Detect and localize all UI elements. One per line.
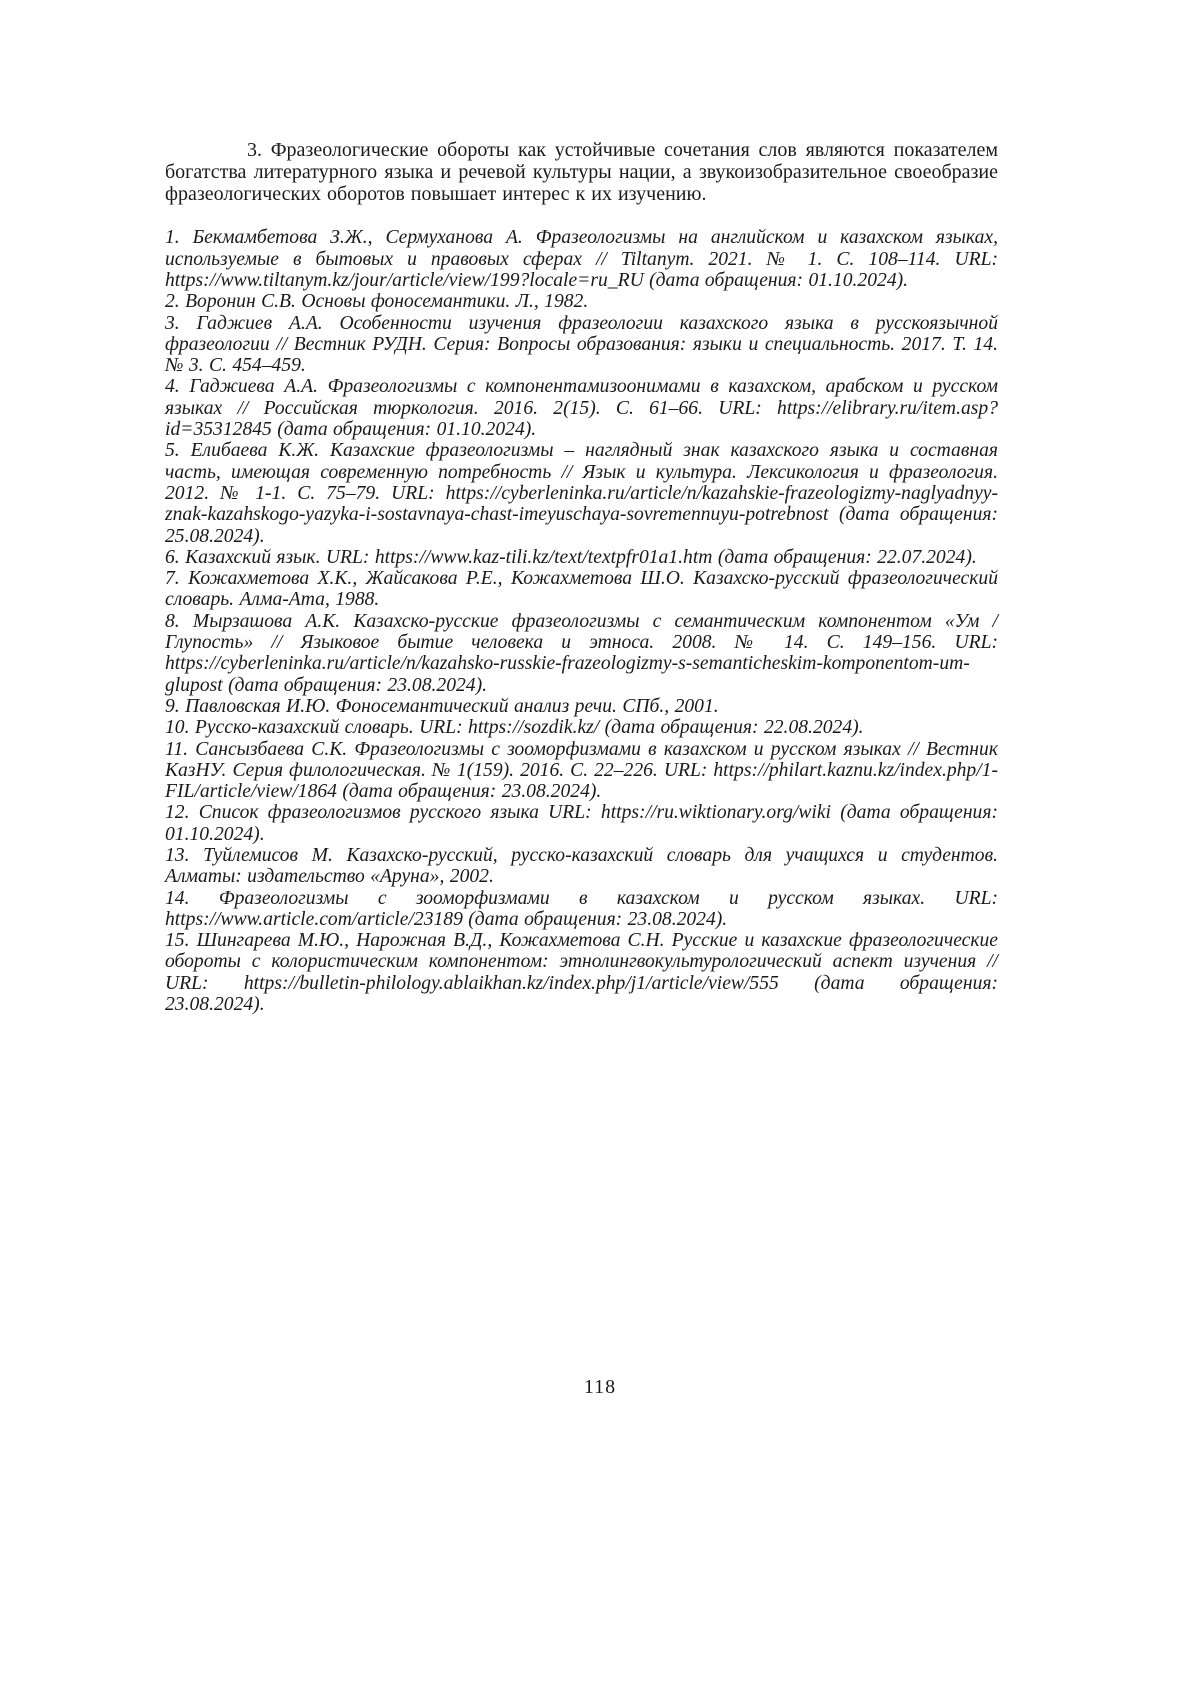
reference-list bbox=[165, 227, 998, 1015]
reference-item-5: 5. Елибаева К.Ж. Казахские фразеологизмы – наглядный знак казахского языка и составная часть, имеющая современную потребность // Язык и культура. Лексикология и фразеология. 2012. № 1-1. С. 75–79. URL: https://cyberleninka.ru/article/n/kazahskie-frazeologizmy-naglyadnyy-znak-kazahskogo-yazyka-i-sostavnaya-chast-imeyuschaya-sovremennuyu-potrebnost (дата обращения: 25.08.2024). bbox=[165, 440, 998, 547]
reference-item-1: 1. Бекмамбетова З.Ж., Сермуханова А. Фразеологизмы на английском и казахском языках, используемые в бытовых и правовых сферах // Tiltanym. 2021. № 1. С. 108–114. URL: https://www.tiltanym.kz/jour/article/view/199?locale=ru_RU (дата обращения: 01.10.2024). bbox=[165, 227, 998, 291]
intro-paragraph: 3. Фразеологические обороты как устойчивые сочетания слов являются показателем богатства литературного языка и речевой культуры нации, а звукоизобразительное своеобразие фразеологических оборотов повышает интерес к их изучению. bbox=[165, 139, 998, 205]
reference-item-14: 14. Фразеологизмы с зооморфизмами в казахском и русском языках. URL: https://www.article.com/article/23189 (дата обращения: 23.08.2024). bbox=[165, 887, 998, 930]
reference-item-11: 11. Сансызбаева С.К. Фразеологизмы с зооморфизмами в казахском и русском языках // Вестник КазНУ. Серия филологическая. № 1(159). 2016. С. 22–226. URL: https://philart.kaznu.kz/index.php/1-FIL/article/view/1864 (дата обращения: 23.08.2024). bbox=[165, 738, 998, 803]
reference-item-6: 6. Казахский язык. URL: https://www.kaz-tili.kz/text/textpfr01a1.htm (дата обращения: 22.07.2024). bbox=[165, 546, 977, 568]
reference-item-15: 15. Шингарева М.Ю., Нарожная В.Д., Кожахметова С.Н. Русские и казахские фразеологические обороты с колористическим компонентом: этнолингвокультурологический аспект изучения // URL: https://bulletin-philology.ablaikhan.kz/index.php/j1/article/view/555 (дата обращения: 23.08.2024). bbox=[165, 930, 998, 1016]
reference-item-3: 3. Гаджиев А.А. Особенности изучения фразеологии казахского языка в русскоязычной фразеологии // Вестник РУДН. Серия: Вопросы образования: языки и специальность. 2017. Т. 14. № 3. С. 454–459. bbox=[165, 312, 998, 377]
reference-item-7: 7. Кожахметова Х.К., Жайсакова Р.Е., Кожахметова Ш.О. Казахско-русский фразеологический словарь. Алма-Ата, 1988. bbox=[165, 568, 998, 611]
reference-item-9: 9. Павловская И.Ю. Фоносемантический анализ речи. СПб., 2001. bbox=[165, 695, 719, 717]
reference-item-13: 13. Туйлемисов М. Казахско-русский, русско-казахский словарь для учащихся и студентов. Алматы: издательство «Аруна», 2002. bbox=[165, 845, 998, 888]
page-content bbox=[165, 140, 998, 1015]
page-number: 118 bbox=[583, 1376, 617, 1398]
reference-item-2: 2. Воронин С.В. Основы фоносемантики. Л., 1982. bbox=[165, 291, 589, 313]
reference-item-4: 4. Гаджиева А.А. Фразеологизмы с компонентамизоонимами в казахском, арабском и русском языках // Российская тюркология. 2016. 2(15). С. 61–66. URL: https://elibrary.ru/item.asp?id=35312845 (дата обращения: 01.10.2024). bbox=[165, 376, 998, 441]
reference-item-12: 12. Список фразеологизмов русского языка URL: https://ru.wiktionary.org/wiki (дата обращения: 01.10.2024). bbox=[165, 802, 998, 845]
reference-item-8: 8. Мырзашова А.К. Казахско-русские фразеологизмы с семантическим компонентом «Ум / Глупость» // Языковое бытие человека и этноса. 2008. № 14. С. 149–156. URL: https://cyberleninka.ru/article/n/kazahsko-russkie-frazeologizmy-s-semanticheskim-komponentom-um-glupost (дата обращения: 23.08.2024). bbox=[165, 610, 998, 696]
reference-item-10: 10. Русско-казахский словарь. URL: https://sozdik.kz/ (дата обращения: 22.08.2024). bbox=[165, 717, 864, 739]
